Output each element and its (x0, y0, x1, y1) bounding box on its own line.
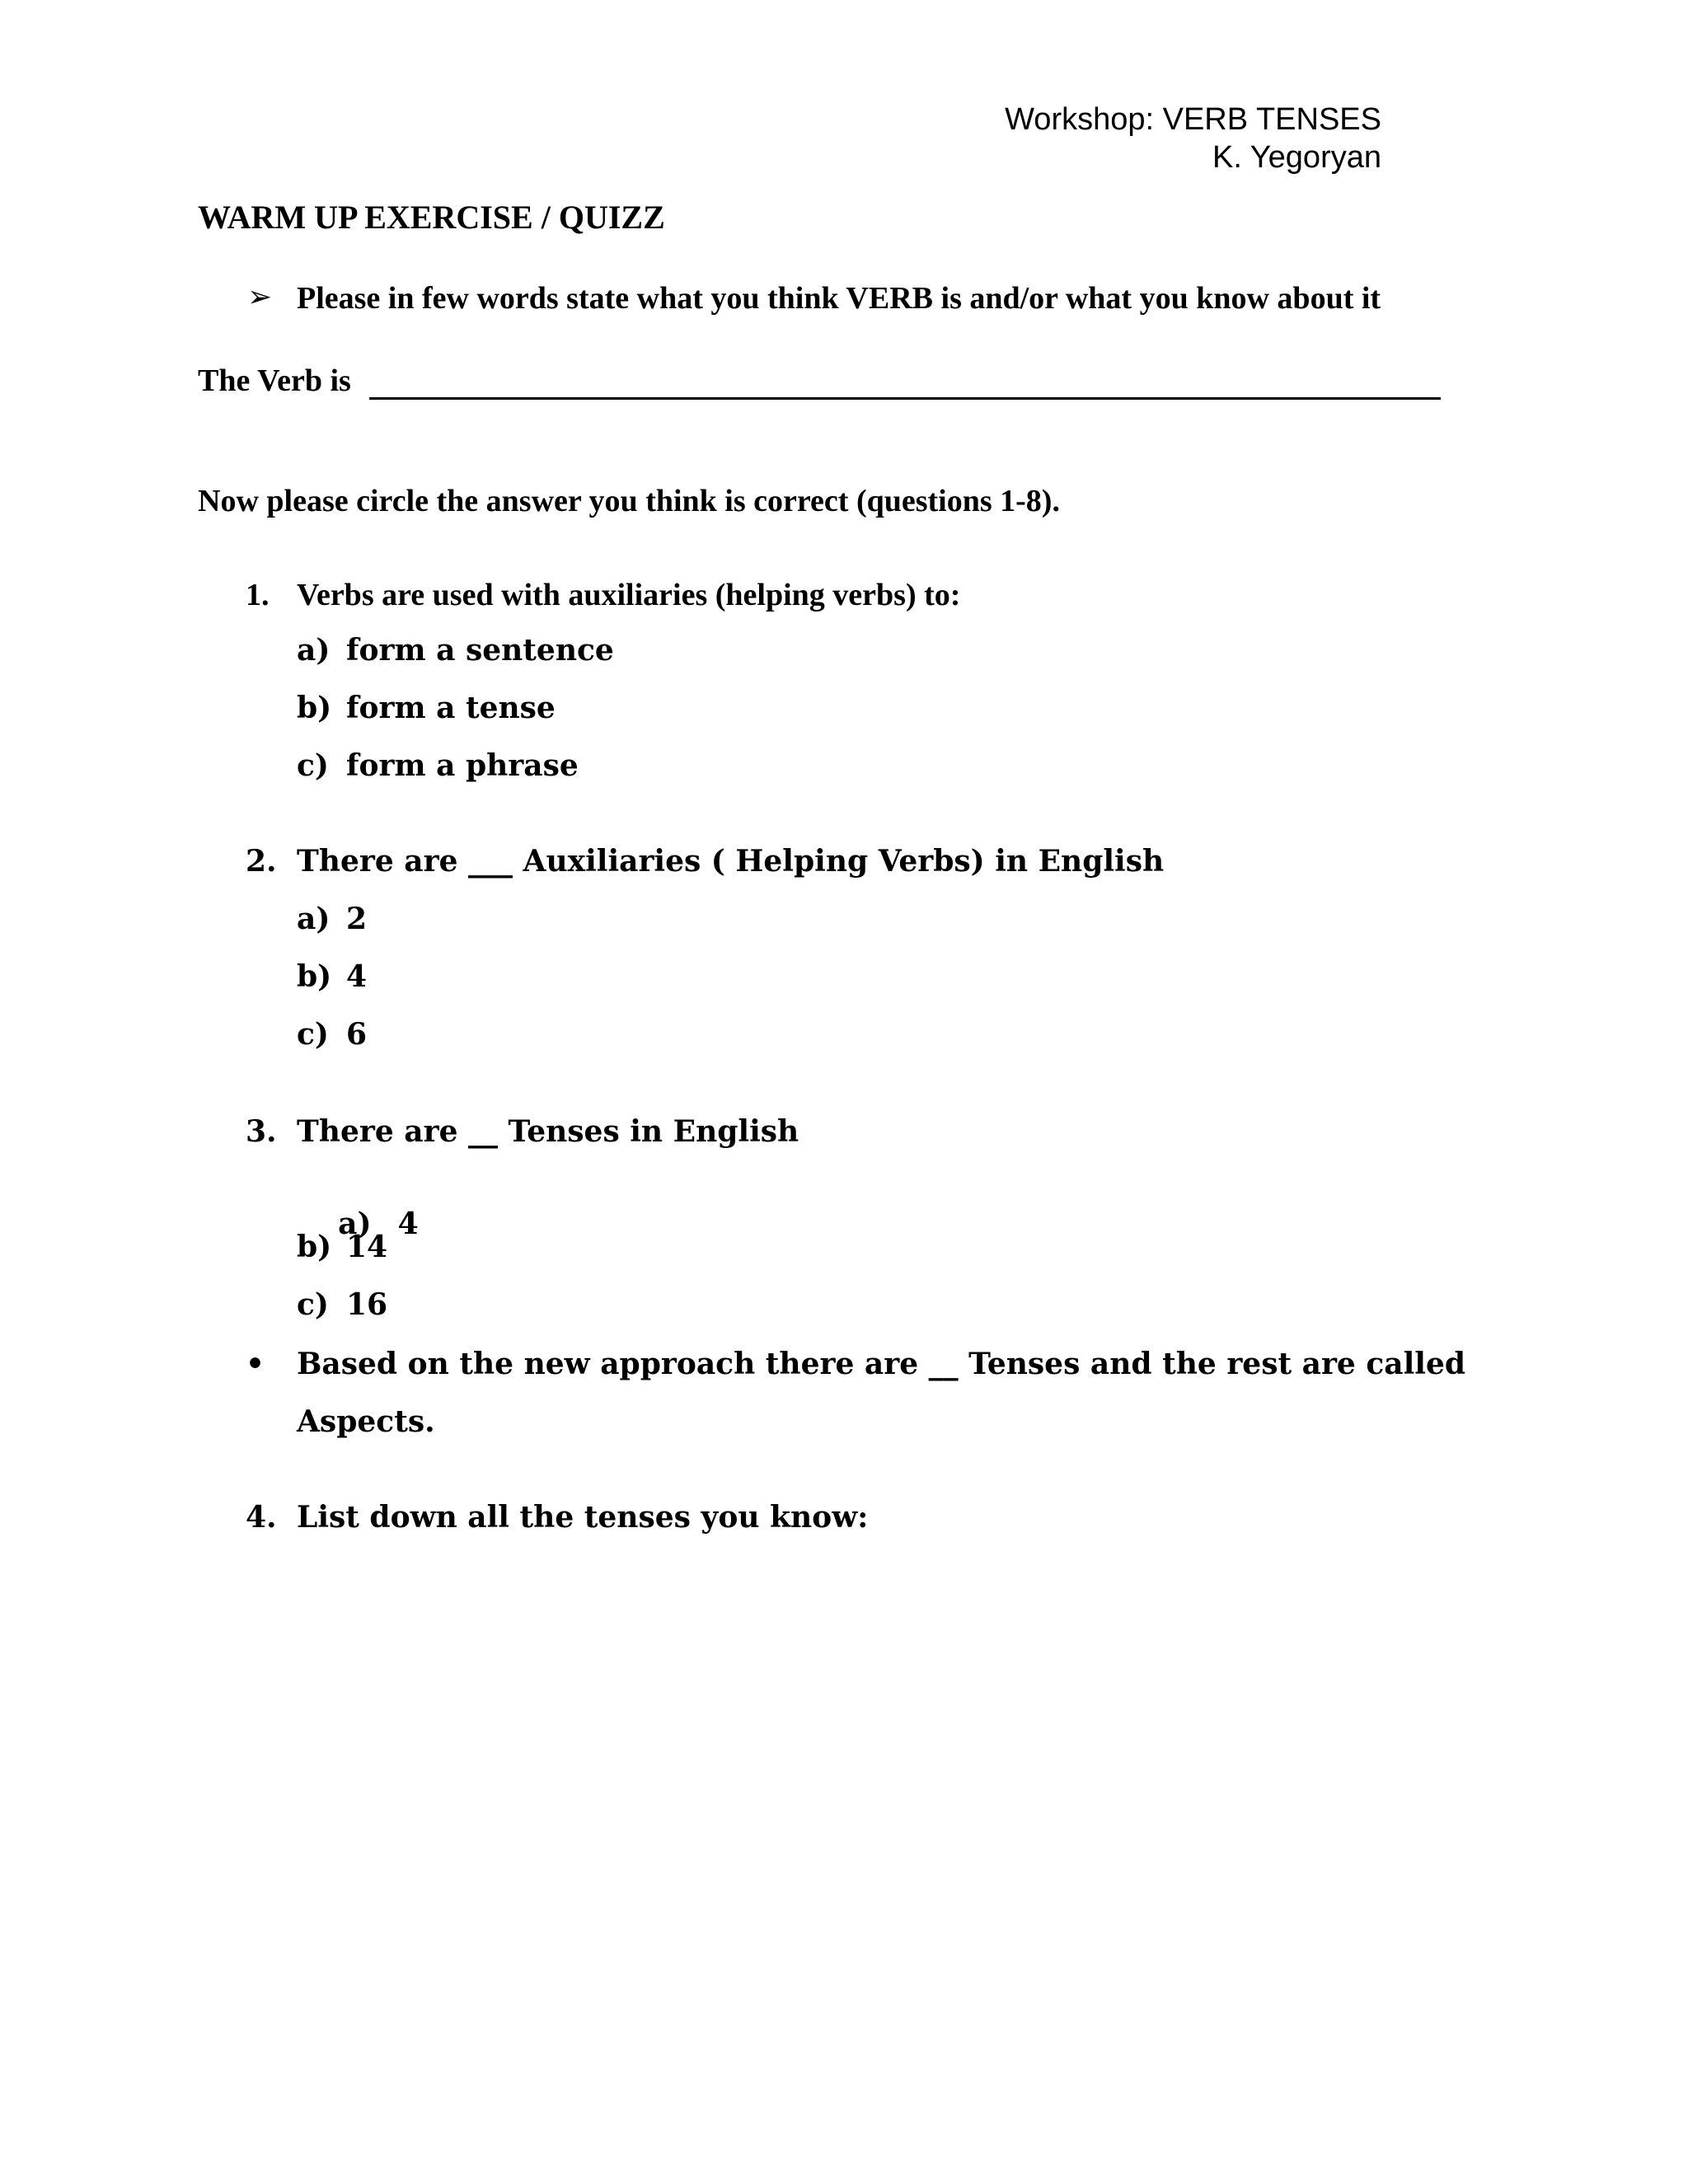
round-bullet-icon: • (246, 1347, 265, 1381)
page-title: WARM UP EXERCISE / QUIZZ (198, 199, 665, 236)
option-letter: b) (297, 691, 332, 725)
question-2-number: 2. (246, 844, 277, 879)
option-letter: c) (297, 1287, 329, 1322)
question-3-text: There are __ Tenses in English (297, 1114, 799, 1149)
option-text: form a phrase (346, 748, 579, 783)
option-letter: a) (297, 902, 331, 936)
option-text: 4 (387, 1207, 419, 1241)
option-letter: b) (297, 959, 332, 994)
question-3-number: 3. (246, 1114, 277, 1149)
question-3-option-b (297, 1230, 387, 1264)
question-2-option-a (297, 902, 367, 936)
option-letter: a) (297, 633, 331, 668)
question-4-text: List down all the tenses you know: (297, 1500, 869, 1535)
option-text: 6 (346, 1017, 368, 1052)
header-workshop: Workshop: VERB TENSES (1005, 102, 1381, 137)
option-letter: a) (338, 1207, 372, 1241)
bullet-note-line-1: Based on the new approach there are __ Tenses and the rest are called (297, 1347, 1466, 1381)
question-1-option-b (297, 691, 556, 725)
bullet-note-line-2: Aspects. (297, 1404, 435, 1439)
question-1-text: Verbs are used with auxiliaries (helping verbs) to: (297, 578, 961, 612)
question-2-option-c (297, 1017, 367, 1052)
option-text: form a sentence (346, 633, 614, 668)
question-4-number: 4. (246, 1500, 277, 1535)
option-letter: c) (297, 1017, 329, 1052)
question-1-option-c (297, 748, 579, 783)
option-text: 16 (346, 1287, 388, 1322)
option-text: 4 (346, 959, 368, 994)
instruction-text: Now please circle the answer you think is correct (questions 1-8). (198, 484, 1060, 518)
option-letter: c) (297, 748, 329, 783)
question-3-option-c (297, 1287, 387, 1322)
question-2-option-b (297, 959, 367, 994)
option-text: 14 (346, 1230, 388, 1264)
option-text: form a tense (346, 691, 556, 725)
header-author: K. Yegoryan (1212, 140, 1381, 175)
verb-definition-label: The Verb is (198, 363, 351, 398)
answer-blank-line (369, 397, 1441, 400)
question-1-option-a (297, 633, 614, 668)
question-2-text: There are ___ Auxiliaries ( Helping Verbs) in English (297, 844, 1165, 879)
option-text: 2 (346, 902, 368, 936)
option-letter: b) (297, 1230, 332, 1264)
question-1-number: 1. (246, 578, 270, 612)
prompt-text: Please in few words state what you think VERB is and/or what you know about it (297, 281, 1381, 316)
arrowhead-bullet-icon: ➢ (247, 280, 273, 314)
